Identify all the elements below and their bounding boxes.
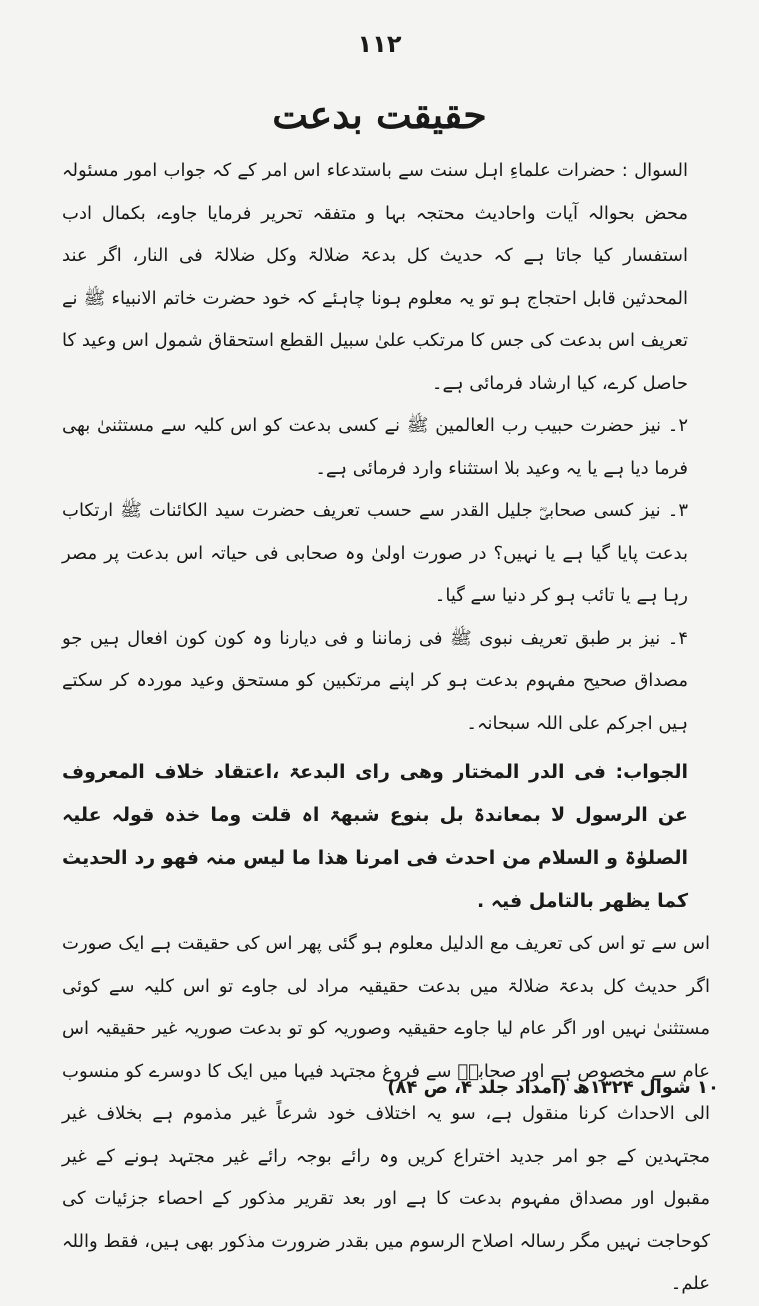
page-number: ١١٢ bbox=[357, 30, 402, 58]
answer-arabic-paragraph: الجواب: فی الدر المختار وھی رای البدعۃ ،اعتقاد خلاف المعروف عن الرسول لا بمعاندۃ بل بنوع شبھۃ اہ قلت وما خذہ قولہ علیہ الصلوٰۃ و السلام من احدث فی امرنا ھذا ما لیس منہ فھو رد الحدیث کما یظھر بالتامل فیہ . bbox=[62, 761, 688, 912]
page-title: حقیقت بدعت bbox=[272, 92, 487, 137]
answer-urdu-paragraph: اس سے تو اس کی تعریف مع الدلیل معلوم ہو گئی پھر اس کی حقیقت ہے ایک صورت اگر حدیث کل بدعۃ ضلالۃ میں بدعت حقیقیہ مراد لی جاوے تو اس کلیہ سے کوئی مستثنیٰ نہیں اور اگر عام لیا جاوے حقیقیہ وصوریہ کو تو بدعت صوریہ غیر حقیقیہ اس عام سے مخصوص ہے اور صحابہؓ سے فروغ مجتہد فیہا میں ایک کا دوسرے کو منسوب الی الاحداث کرنا منقول ہے، سو یہ اختلاف خود شرعاً غیر مذموم ہے بخلاف غیر مجتہدین کے جو امر جدید اختراع کریں وہ رائے بوجہ رائے غیر مجتہد ہونے کے غیر مقبول اور مصداق مفہوم بدعت کا ہے اور بعد تقریر مذکور کے احصاء جزئیات کی کوحاجت نہیں مگر رسالہ اصلاح الرسوم میں بقدر ضرورت مذکور بھی ہیں، فقط واللہ علم۔ bbox=[62, 933, 710, 1294]
question-paragraph-3: ۳۔ نیز کسی صحابیؓ جلیل القدر سے حسب تعریف حضرت سید الکائنات ﷺ ارتکاب بدعت پایا گیا ہے یا نہیں؟ در صورت اولیٰ وہ صحابی فی حیاتہ اس بدعت پر مصر رہا ہے یا تائب ہو کر دنیا سے گیا۔ bbox=[62, 500, 688, 606]
date-reference: ۱۰ شوال ۱۳۲۴ھ (امداد جلد ۴، ص ۸۴) bbox=[387, 1077, 719, 1098]
body-text bbox=[62, 150, 710, 1306]
question-paragraph-2: ۲۔ نیز حضرت حبیب رب العالمین ﷺ نے کسی بدعت کو اس کلیہ سے مستثنیٰ بھی فرما دیا ہے یا یہ وعید بلا استثناء وارد فرمائی ہے۔ bbox=[62, 415, 688, 479]
question-paragraph-1: السوال : حضرات علماءِ اہل سنت سے باستدعاء اس امر کے کہ جواب امور مسئولہ محض بحوالہ آیات واحادیث محتجہ بہا و متفقہ تحریر فرمایا جاوے، بکمال ادب استفسار کیا جاتا ہے کہ حدیث کل بدعۃ ضلالۃ وکل ضلالۃ فی النار، اگر عند المحدثین قابل احتجاج ہو تو یہ معلوم ہونا چاہئے کہ خود حضرت خاتم الانبیاء ﷺ نے تعریف اس بدعت کی جس کا مرتکب علیٰ سبیل القطع استحقاق شمول اس وعید کا حاصل کرے، کیا ارشاد فرمائی ہے۔ bbox=[62, 160, 688, 394]
question-paragraph-4: ۴۔ نیز بر طبق تعریف نبوی ﷺ فی زماننا و فی دیارنا وہ کون کون افعال ہیں جو مصداق صحیح مفہوم بدعت ہو کر اپنے مرتکبین کو مستحق وعید موردہ کر سکتے ہیں اجرکم علی اللہ سبحانہ۔ bbox=[62, 627, 688, 734]
